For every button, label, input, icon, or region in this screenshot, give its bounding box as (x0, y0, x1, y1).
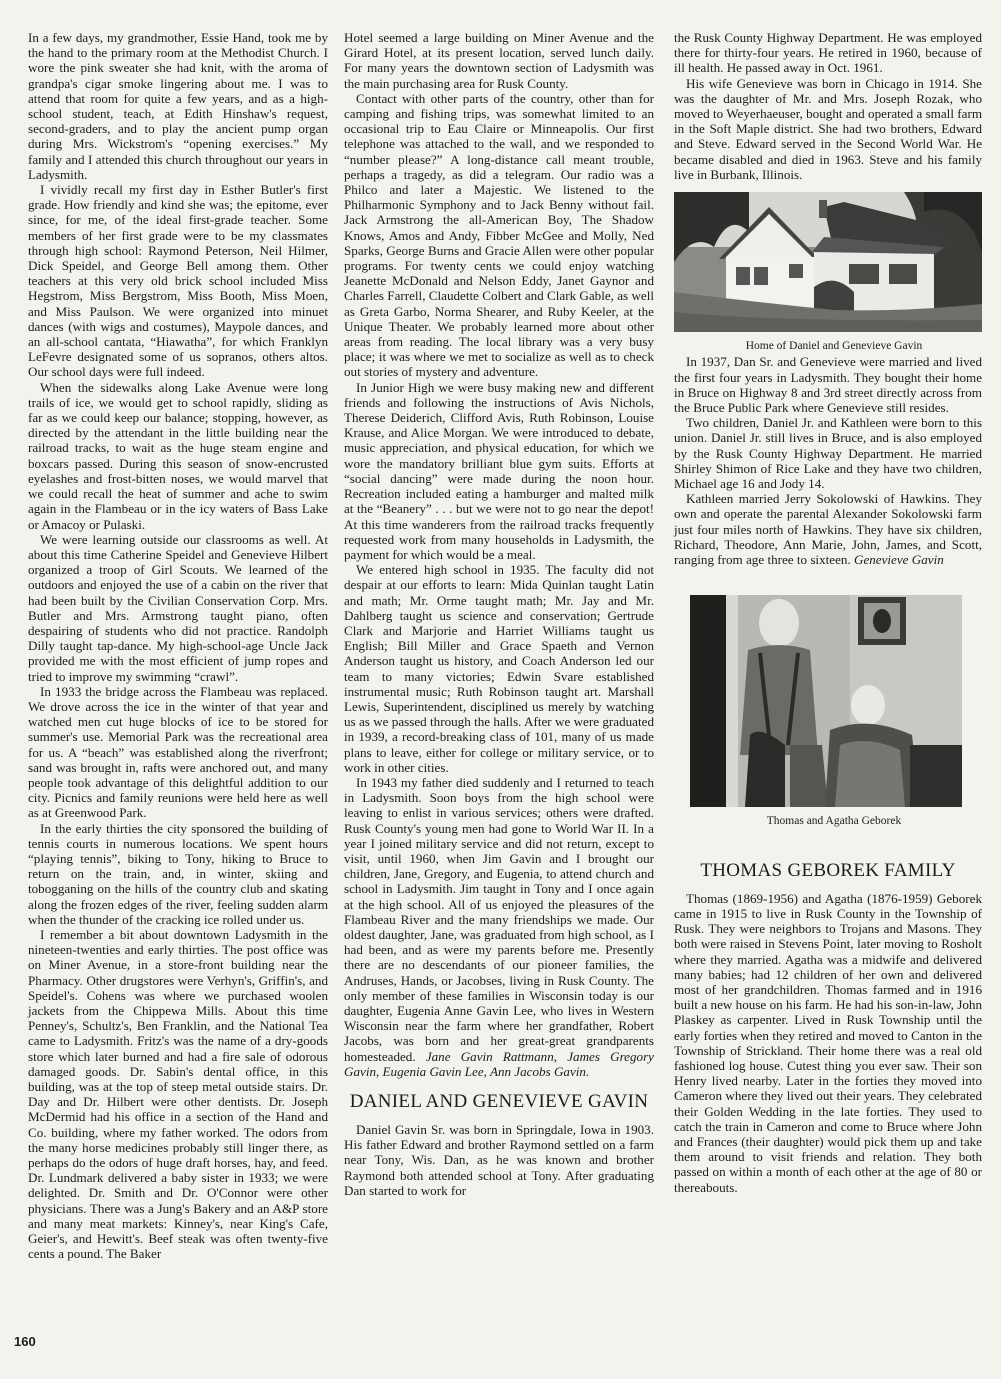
section-heading-geborek: THOMAS GEBOREK FAMILY (700, 859, 956, 881)
house-photo-image (674, 192, 982, 332)
paragraph: Daniel Gavin Sr. was born in Springdale, Iowa in 1903. His father Edward and brother Raymond settled on a farm near Tony, Wis. Dan, as he was known and brother Raymond both attended school at Tony. After graduating Dan started to work for (344, 1122, 654, 1198)
photo-caption: Thomas and Agatha Geborek (766, 815, 902, 828)
paragraph: I remember a bit about downtown Ladysmith in the nineteen-twenties and early thirties. The post office was on Miner Avenue, in a store-front building near the Pharmacy. Other drugstores were Verhyn's, Griffin's, and Speidel's. Cohens was where we purchased woolen jackets from the Chippewa Mills. About this time Penney's, Schultz's, Ben Franklin, and the National Tea came to Ladysmith. Fritz's was the name of a dry-goods store which later burned and had a fire sale of odorous damaged goods. Dr. Sabin's dental office, in this building, was at the top of steep metal outside stairs. Dr. Day and Dr. Hilbert were other dentists. Dr. Joseph McDermid had his office in a section of the Hand and Co. building, where my father worked. The odors from the many horse medicines probably still linger there, as perhaps do the odors of huge draft horses, hay, and feed. Dr. Lundmark delivered a baby sister in 1933; we were delighted. Dr. Smith and Dr. O'Connor were other physicians. There was a Jung's Bakery and an A&P store and many meat markets: Kinney's, near King's Cafe, Geier's, and Hewitt's. Beef steak was often twenty-five cents a pound. The Baker (28, 926, 328, 1262)
column-1 (28, 30, 328, 1261)
photo-caption: Home of Daniel and Genevieve Gavin (745, 340, 923, 353)
paragraph: When the sidewalks along Lake Avenue were long trails of ice, we would get to school rapidly, sliding as far as we could keep our balance; stopping, however, as directed by the attendant in the little building near the railroad tracks, to wait as the huge steam engine and boxcars passed. During this season of snow-encrusted eyelashes and frost-bitten noses, we would marvel that we could recall the heat of summer and ache to swim again in the Flambeau or in the icy waters of Bass Lake or Amacoy or Pulaski. (28, 379, 328, 532)
photo-gavin-home (674, 192, 982, 335)
paragraph: In Junior High we were busy making new and different friends and following the instructions of Avis Nichols, Therese Deiderich, Clifford Avis, Ruth Robinson, Louise Krause, and Alice Morgan. We were introduced to debate, music appreciation, and physical education, for which we wore the mandatory brilliant blue gym suits. Efforts at “social dancing” were made during the noon hour. Recreation included eating a hamburger and malted milk at the “Beanery” . . . but we were not to go near the depot! At this time wanderers from the railroad tracks frequently requested work from many households in Ladysmith, the payment for which would be a meal. (344, 379, 654, 562)
paragraph: We were learning outside our classrooms as well. At about this time Catherine Speidel and Genevieve Hilbert organized a troop of Girl Scouts. We learned of the outdoors and enjoyed the use of a cabin on the river that had been built by the Civilian Conservation Corp. Mrs. Butler and Mrs. Armstrong taught piano, often despairing of students who did not practice. Randolph Dilly taught tap-dance. My high-school-age Uncle Jack provided me with the most efficient of jump ropes and tried to improve my swimming “crawl”. (28, 531, 328, 684)
page-number: 160 (14, 1334, 36, 1349)
paragraph: His wife Genevieve was born in Chicago in 1914. She was the daughter of Mr. and Mrs. Joseph Rozak, who moved to Weyerhaeuser, bought and operated a small farm in the Soft Maple district. She had two brothers, Edward and Steve. Edward served in the Second World War. He became disabled and died in 1963. Steve and his family live in Burbank, Illinois. (674, 75, 982, 182)
photo-geborek (690, 595, 982, 810)
paragraph: Contact with other parts of the country, other than for camping and fishing trips, was somewhat limited to an occasional trip to Eau Claire or Minneapolis. Our first telephone was attached to the wall, and we responded to “number please?” A long-distance call meant trouble, perhaps a tragedy, as did a telegram. Our radio was a Philco and later a Majestic. We listened to the Philharmonic Symphony and to Jack Benny without fail. Jack Armstrong the all-American Boy, The Shadow Knows, Amos and Andy, Fibber McGee and Molly, Ned Sparks, George Burns and Gracie Allen were other popular programs. For twenty cents we could enjoy watching Jeanette McDonald and Nelson Eddy, Janet Gaynor and Charles Farrell, Claudette Colbert and Clark Gable, as well as Greta Garbo, Norma Shearer, and Ruby Keeler, at the Unique Theater. We probably learned more about other areas from reading. The local library was a very busy place; it was where we met to socialize as well as to check out stories of mystery and adventure. (344, 90, 654, 380)
section-heading-gavin: DANIEL AND GENEVIEVE GAVIN (349, 1091, 649, 1113)
paragraph: In 1933 the bridge across the Flambeau was replaced. We drove across the ice in the winter of that year and watched men cut huge blocks of ice to be stored for summer's use. Memorial Park was the recreational area for us. A “beach” was established along the riverfront; sand was brought in, rafts were anchored out, and many people took advantage of this delightful addition to our city. Picnics and family reunions were held here as well as at Greenwood Park. (28, 683, 328, 821)
paragraph (674, 491, 982, 567)
paragraph: Hotel seemed a large building on Miner Avenue and the Girard Hotel, at its present location, served lunch daily. For many years the downtown section of Ladysmith was the main purchasing area for Rusk County. (344, 30, 654, 91)
column-2 (344, 30, 654, 1198)
paragraph: In 1937, Dan Sr. and Genevieve were married and lived the first four years in Ladysmith. They bought their home in Bruce on Highway 8 and 3rd street directly across from the Bruce Public Park where Genevieve still resides. (674, 354, 982, 416)
paragraph (344, 775, 654, 1079)
paragraph-text: Kathleen married Jerry Sokolowski of Hawkins. They own and operate the parental Alexander Sokolowski farm just four miles north of Hawkins. They have six children, Richard, Theodore, Ann Marie, John, James, and Scott, ranging from age three to sixteen. (674, 491, 982, 568)
paragraph: Two children, Daniel Jr. and Kathleen were born to this union. Daniel Jr. still lives in Bruce, and is also employed by the Rusk County Highway Department. He married Shirley Shimon of Rice Lake and they have two children, Michael age 16 and Jody 14. (674, 415, 982, 492)
paragraph: the Rusk County Highway Department. He was employed there for thirty-four years. He retired in 1960, because of ill health. He passed away in Oct. 1961. (674, 30, 982, 76)
signature: Genevieve Gavin (853, 552, 944, 568)
paragraph: In the early thirties the city sponsored the building of tennis courts in numerous locations. We spent hours “playing tennis”, biking to Tony, hiking to Bruce to return on the train, and, in winter, skiing and tobogganing on the hills of the country club and skating along the frozen edges of the river, feeling sudden alarm when the thunder of the cracking ice rolled under us. (28, 820, 328, 927)
paragraph: Thomas (1869-1956) and Agatha (1876-1959) Geborek came in 1915 to live in Rusk County in the Township of Rusk. They were neighbors to Trojans and Masons. They both were raised in Stevens Point, later moving to Rosholt where they married. Agatha was a midwife and delivered many babies; had 12 children of her own and delivered most of her grandchildren. Thomas farmed and in 1916 built a new house on his farm. He had his son-in-law, John Plaskey as carpenter. Lived in Rusk Township until the early forties when they retired and moved to Canton in the Township of Strickland. Their home there was a real old fashioned log house. Cutest thing you ever saw. Their son Henry lived nearby. Later in the forties they moved into Cameron where they lived out their years. They celebrated their Golden Wedding in the late forties. They used to catch the train in Cameron and come to Bruce where John and Frances (their daughter) would pick them up and take them around to visit friends and relation. They both passed on within a month of each other at the age of 80 or thereabouts. (674, 890, 982, 1195)
paragraph: In a few days, my grandmother, Essie Hand, took me by the hand to the primary room at the Methodist Church. I wore the pink sweater she had knit, with the aroma of grandpa's cigar smoke lingering about me. I was to attend that room for quite a few years, and as a high-school student, teach, at Edith Hinshaw's request, second-graders, and to play the ancient pump organ during Mrs. Wickstrom's “opening exercises.” My family and I attended this church throughout our years in Ladysmith. (28, 30, 328, 182)
column-3 (674, 30, 982, 1195)
paragraph-text: In 1943 my father died suddenly and I returned to teach in Ladysmith. Soon boys from the high school were leaving to enlist in various services; others were drafted. Rusk County's young men had gone to World War II. In a year I joined military service and did not return, except to visit, until 1960, when Jim Gavin and I brought our children, Jane, Gregory, and Eugenia, to attend church and school in Ladysmith. Jim taught in Tony and I once again at the high school. All of us enjoyed the pleasures of the Flambeau River and the many friendships we made. Our oldest daughter, Jane, was graduated from high school, as I had been, and as were my parents before me. Presently there are no descendants of our pioneer families, the Andruses, Hands, or Jacobses, living in Rusk County. The only member of these families in Wisconsin today is our daughter, Eugenia Anne Gavin Lee, who lives in Western Wisconsin near the farm where her grandfather, Robert Jacobs, was born and her great-great grandparents homesteaded. (344, 774, 654, 1064)
paragraph: We entered high school in 1935. The faculty did not despair at our efforts to learn: Mida Quinlan taught Latin and math; Mr. Orme taught math; Mr. Jay and Mr. Dahlberg taught us science and conservation; Gertrude Clark and Marjorie and Harriet Williams taught us English; Bill Miller and Grace Spaeth and Vernon Anderson taught us history, and Coach Anderson led our team to many victories; Edwin Svare established instrumental music; Ruth Robinson taught art. Marshall Lewis, Superintendent, disciplined us merely by watching us as we passed through the halls. After we were graduated in 1939, a record-breaking class of 101, many of us made plans to leave, either for college or military service, or to work in other cities. (344, 562, 654, 775)
couple-photo-image (690, 595, 962, 807)
paragraph: I vividly recall my first day in Esther Butler's first grade. How friendly and kind she was; the epitome, ever since, for me, of the ideal first-grade teacher. Some members of her first grade were to be my classmates through high school: Raymond Peterson, Neil Hilmer, Dick Speidel, and George Bell among them. Other teachers at this very old brick school included Miss Hegstrom, Miss Bergstrom, Miss Booth, Miss Moen, and Miss Paulson. We were organized into minuet dances (with wigs and costumes), Maypole dances, and an all-school cantata, “Hiawatha”, for which Franklyn LeFevre designated some of us sopranos, others altos. Our school days were full indeed. (28, 182, 328, 380)
signature: Jane Gavin Rattmann, James Gregory Gavin, Eugenia Gavin Lee, Ann Jacobs Gavin. (344, 1048, 654, 1079)
